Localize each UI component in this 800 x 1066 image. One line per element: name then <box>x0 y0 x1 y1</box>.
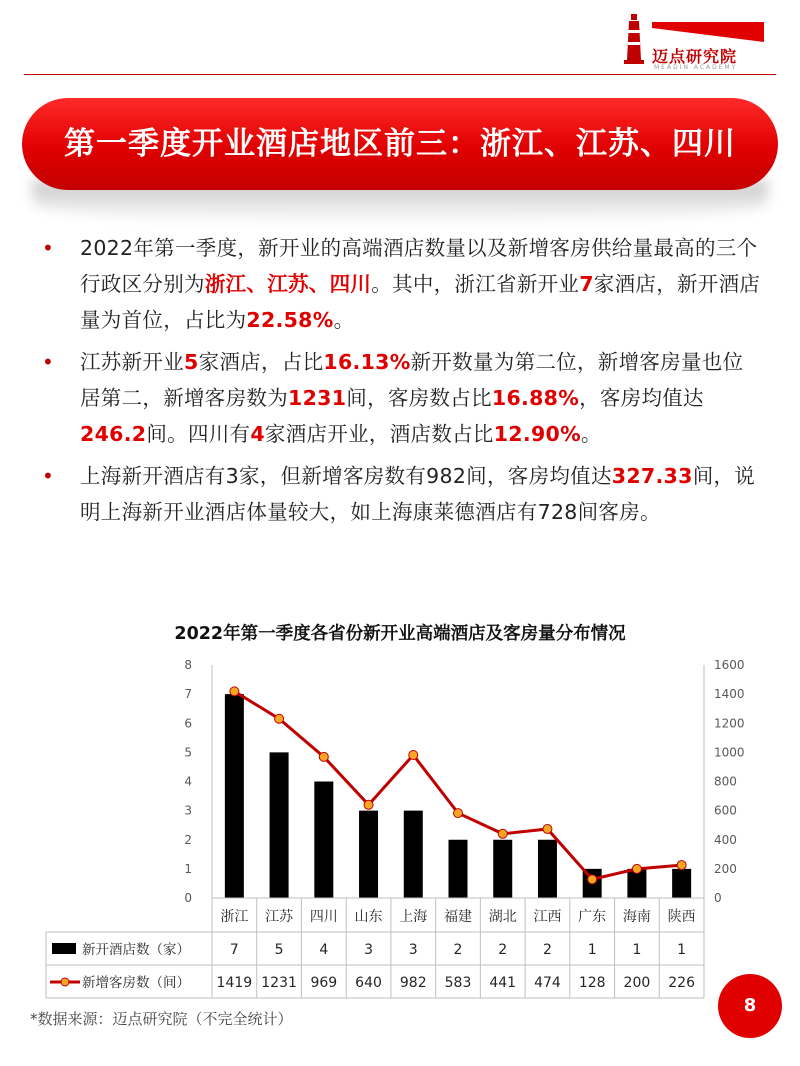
left-tick-label: 5 <box>184 745 192 760</box>
category-label: 四川 <box>309 909 338 925</box>
left-tick-label: 0 <box>184 891 192 905</box>
bullet-text <box>80 236 760 332</box>
bar <box>225 694 244 898</box>
highlight-text: 1231 <box>288 386 347 410</box>
bullet-item <box>42 230 762 338</box>
chart-title: 2022年第一季度各省份新开业高端酒店及客房量分布情况 <box>174 624 626 644</box>
category-label: 湖北 <box>488 909 517 925</box>
bar-value-label: 1 <box>677 942 687 958</box>
category-label: 上海 <box>399 909 428 925</box>
body-text: 2022年第一季度，新开业的高端酒店数量以及新增客房供给量最高的三个行政区分别为 <box>80 236 758 296</box>
highlight-text: 4 <box>250 422 265 446</box>
body-text: 家酒店开业，酒店数占比 <box>264 422 494 446</box>
bar-value-label: 1 <box>587 942 597 958</box>
body-text: 间，说明上海新开业酒店体量较大，如上海康莱德酒店有728间客房。 <box>80 464 756 524</box>
line-point <box>275 714 284 723</box>
left-tick-label: 2 <box>184 832 192 847</box>
highlight-text: 16.13% <box>323 350 411 374</box>
source-footnote: *数据来源：迈点研究院（不完全统计） <box>30 1010 293 1028</box>
right-tick-label: 1000 <box>714 745 745 760</box>
right-tick-label: 600 <box>714 803 737 818</box>
line-value-label: 474 <box>534 975 561 991</box>
body-text: 上海新开酒店有3家，但新增客房数有982间，客房均值达 <box>80 464 612 488</box>
right-tick-label: 200 <box>714 861 737 876</box>
bullet-dot-icon: • <box>42 464 55 488</box>
bullet-text <box>80 350 743 446</box>
highlight-text: 22.58% <box>246 308 334 332</box>
line-point <box>543 824 552 833</box>
line-point <box>677 861 686 870</box>
bar <box>493 840 512 898</box>
left-tick-label: 7 <box>184 687 192 702</box>
line-value-label: 1231 <box>261 975 297 991</box>
bullet-list <box>42 230 762 536</box>
legend-line-marker <box>61 978 69 986</box>
lighthouse-icon <box>622 14 646 64</box>
body-text: ，客房均值达 <box>579 386 704 410</box>
right-tick-label: 400 <box>714 832 737 847</box>
line-point <box>319 752 328 761</box>
legend-line-label: 新增客房数（间） <box>82 975 190 991</box>
category-label: 海南 <box>622 909 651 925</box>
body-text: 。 <box>333 308 355 332</box>
line-value-label: 1419 <box>216 975 253 991</box>
brand-logo <box>622 14 772 71</box>
highlight-text: 16.88% <box>491 386 580 410</box>
highlight-text: 327.33 <box>611 464 693 488</box>
right-tick-label: 0 <box>714 891 722 905</box>
bar-value-label: 7 <box>229 942 239 958</box>
line-value-label: 226 <box>668 975 696 991</box>
header-divider <box>24 74 776 75</box>
legend-bar-key <box>52 943 76 954</box>
brand-subtitle: MEADIN ACADEMY <box>654 64 738 71</box>
logo-flag-shape <box>652 22 764 42</box>
body-text: 家酒店，新开酒店量为首位，占比为 <box>80 272 761 332</box>
legend-bar-label: 新开酒店数（家） <box>82 942 190 958</box>
category-label: 浙江 <box>220 909 249 925</box>
line-value-label: 441 <box>489 975 517 991</box>
bullet-item <box>42 344 762 452</box>
bar-value-label: 2 <box>453 942 463 958</box>
line-point <box>409 750 418 759</box>
bar <box>404 811 423 898</box>
bar-value-label: 3 <box>364 942 374 958</box>
category-label: 福建 <box>444 909 472 925</box>
combo-chart <box>0 650 800 1000</box>
page-number-badge: 8 <box>718 974 782 1038</box>
line-value-label: 583 <box>444 975 472 991</box>
line-point <box>588 875 597 884</box>
body-text: 家酒店，占比 <box>198 350 324 374</box>
title-banner-wrap <box>22 98 778 228</box>
bar <box>538 840 557 898</box>
category-label: 江苏 <box>265 909 294 925</box>
brand-name: 迈点研究院 <box>652 47 738 66</box>
line-point <box>498 829 507 838</box>
line-point <box>632 864 641 873</box>
right-tick-label: 1200 <box>714 716 745 731</box>
line-value-label: 969 <box>310 975 338 991</box>
right-tick-label: 800 <box>714 774 737 789</box>
body-text: 间，客房数占比 <box>346 386 492 410</box>
bar-value-label: 4 <box>319 942 329 958</box>
bar-value-label: 3 <box>408 942 418 958</box>
line-value-label: 200 <box>623 975 651 991</box>
line-point <box>364 800 373 809</box>
right-tick-label: 1600 <box>714 658 745 672</box>
body-text: 江苏新开业 <box>80 350 184 374</box>
line-point <box>230 687 239 696</box>
bar <box>314 782 333 899</box>
highlight-text: 246.2 <box>80 422 147 446</box>
bar <box>270 752 289 898</box>
bar-value-label: 2 <box>542 942 552 958</box>
line-value-label: 128 <box>578 975 606 991</box>
bar-value-label: 2 <box>498 942 508 958</box>
page-title: 第一季度开业酒店地区前三：浙江、江苏、四川 <box>22 98 778 190</box>
bar-value-label: 5 <box>274 942 284 958</box>
category-label: 广东 <box>578 909 607 925</box>
left-tick-label: 6 <box>184 716 192 731</box>
highlight-text: 12.90% <box>493 422 581 446</box>
body-text: 。 <box>580 422 602 446</box>
left-tick-label: 1 <box>184 861 192 876</box>
bullet-dot-icon: • <box>42 350 55 374</box>
highlight-text: 7 <box>579 272 594 296</box>
bar <box>449 840 468 898</box>
highlight-text: 浙江、江苏、四川 <box>204 272 372 296</box>
line-value-label: 640 <box>355 975 382 991</box>
category-label: 陕西 <box>667 909 696 925</box>
bar-value-label: 1 <box>632 942 642 958</box>
category-label: 江西 <box>533 909 562 925</box>
bullet-text <box>80 464 755 524</box>
category-label: 山东 <box>354 909 383 925</box>
bar <box>672 869 691 898</box>
body-text: 。其中，浙江省新开业 <box>371 272 580 296</box>
bullet-dot-icon: • <box>42 236 55 260</box>
right-tick-label: 1400 <box>714 687 745 702</box>
body-text: 间。四川有 <box>146 422 251 446</box>
highlight-text: 5 <box>184 350 199 374</box>
bullet-item <box>42 458 762 530</box>
line-point <box>454 809 463 818</box>
left-tick-label: 8 <box>184 658 192 672</box>
left-tick-label: 4 <box>184 774 192 789</box>
line-value-label: 982 <box>399 975 427 991</box>
bar <box>359 811 378 898</box>
body-text: 新开数量为第二位，新增客房量也位居第二，新增客房数为 <box>80 350 744 410</box>
left-tick-label: 3 <box>184 803 192 818</box>
